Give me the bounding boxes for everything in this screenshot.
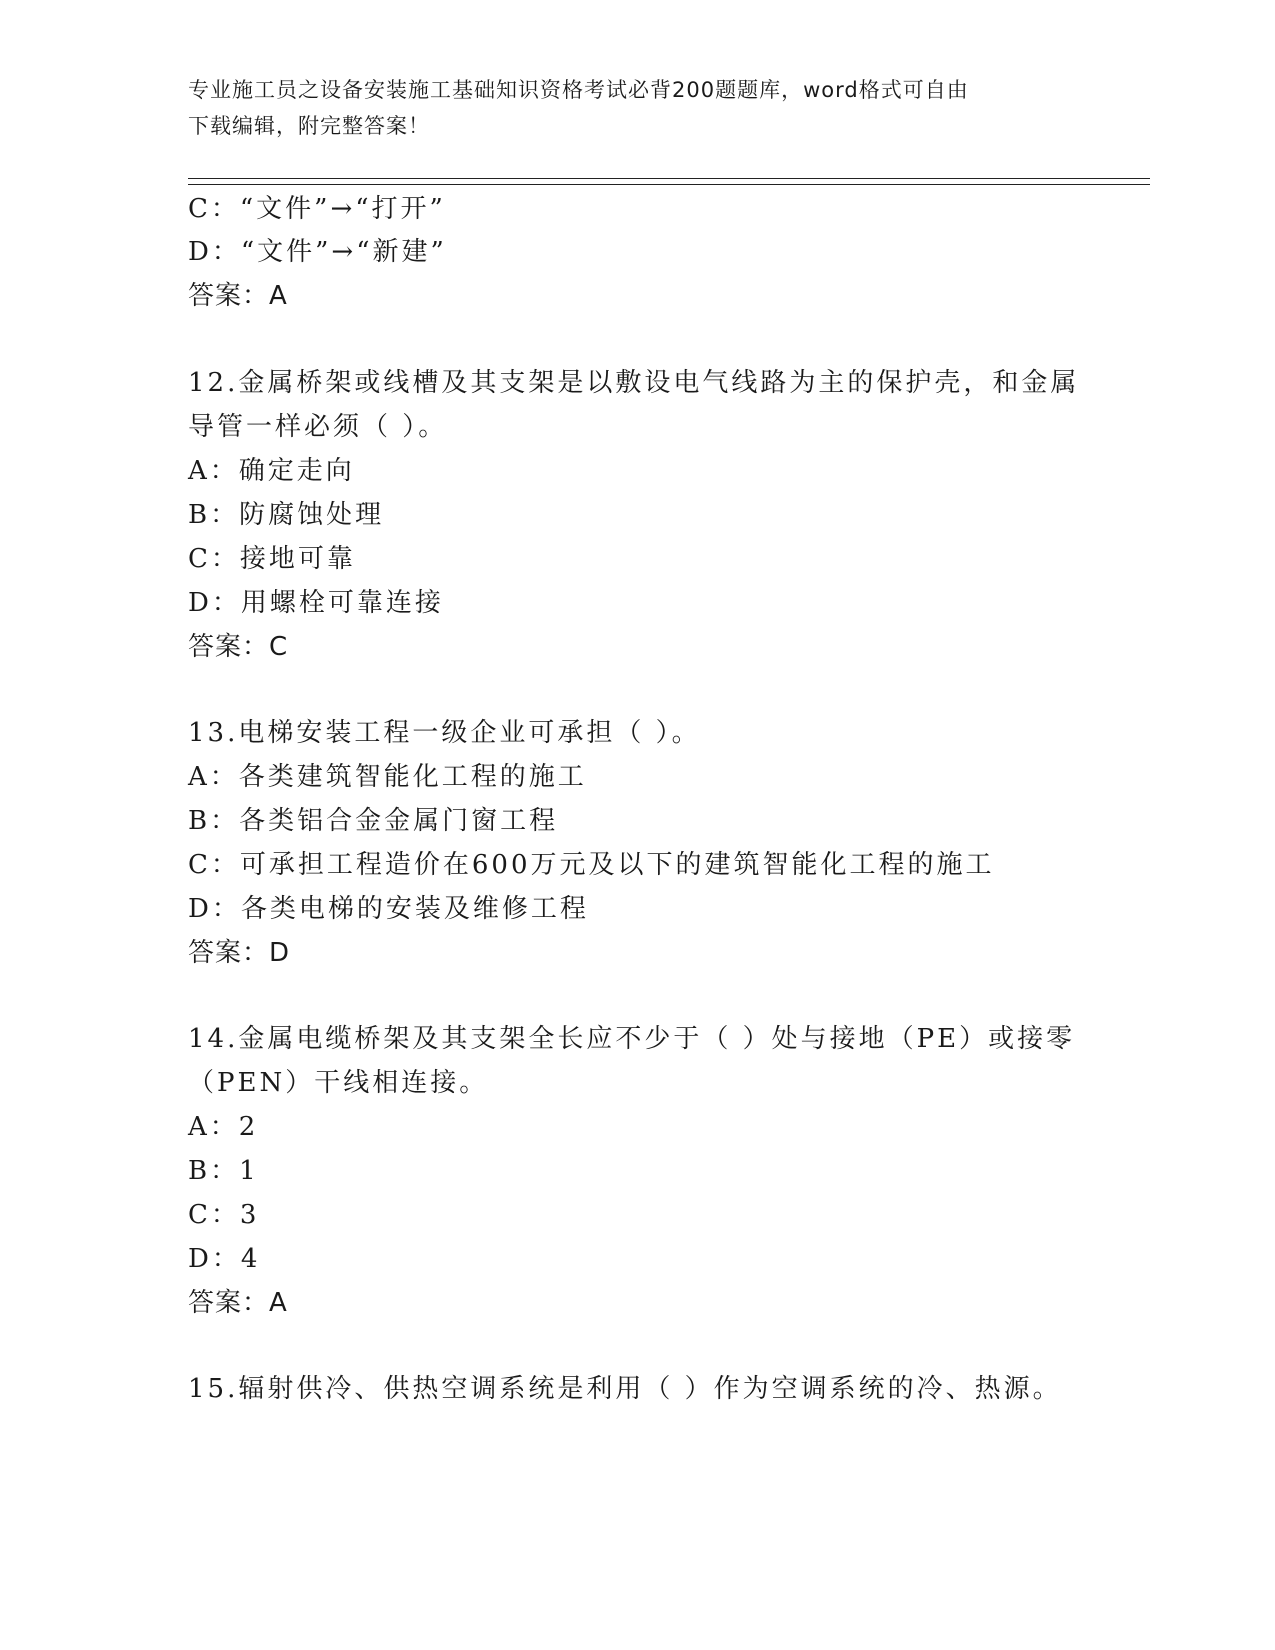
q14-option-b: B：1 (188, 1156, 259, 1186)
q13-stem-line-1: 13.电梯安装工程一级企业可承担（ ）。 (188, 718, 701, 748)
q13-option-b: B：各类铝合金金属门窗工程 (188, 806, 559, 836)
q11-option-d: D：“文件”→“新建” (188, 237, 447, 267)
q12-option-b: B：防腐蚀处理 (188, 500, 385, 530)
q12-answer: 答案：C (188, 632, 289, 662)
document-header (188, 72, 1068, 144)
q12-option-a: A：确定走向 (188, 456, 355, 486)
q14-option-c: C：3 (188, 1200, 260, 1230)
q14-answer: 答案：A (188, 1288, 288, 1318)
header-line-2: 下载编辑，附完整答案！ (188, 114, 430, 138)
header-divider-top (188, 178, 1150, 179)
q13-answer: 答案：D (188, 938, 291, 968)
q12-stem-line-2: 导管一样必须（ ）。 (188, 412, 448, 442)
q13-option-c: C：可承担工程造价在600万元及以下的建筑智能化工程的施工 (188, 850, 995, 880)
q15-stem-line-1: 15.辐射供冷、供热空调系统是利用（ ）作为空调系统的冷、热源。 (188, 1374, 1062, 1404)
q13-option-d: D：各类电梯的安装及维修工程 (188, 894, 589, 924)
q12-stem-line-1: 12.金属桥架或线槽及其支架是以敷设电气线路为主的保护壳，和金属 (188, 368, 1080, 398)
header-line-1: 专业施工员之设备安装施工基础知识资格考试必背200题题库，word格式可自由 (188, 78, 969, 102)
q11-option-c: C：“文件”→“打开” (188, 194, 446, 224)
q14-stem-line-1: 14.金属电缆桥架及其支架全长应不少于（ ）处与接地（PE）或接零 (188, 1024, 1076, 1054)
q14-option-d: D：4 (188, 1244, 261, 1274)
q12-option-d: D：用螺栓可靠连接 (188, 588, 444, 618)
header-divider-bottom (188, 184, 1150, 185)
q14-option-a: A：2 (188, 1112, 259, 1142)
q11-answer: 答案：A (188, 281, 288, 311)
q14-stem-line-2: （PEN）干线相连接。 (188, 1068, 489, 1098)
q13-option-a: A：各类建筑智能化工程的施工 (188, 762, 587, 792)
q12-option-c: C：接地可靠 (188, 544, 356, 574)
